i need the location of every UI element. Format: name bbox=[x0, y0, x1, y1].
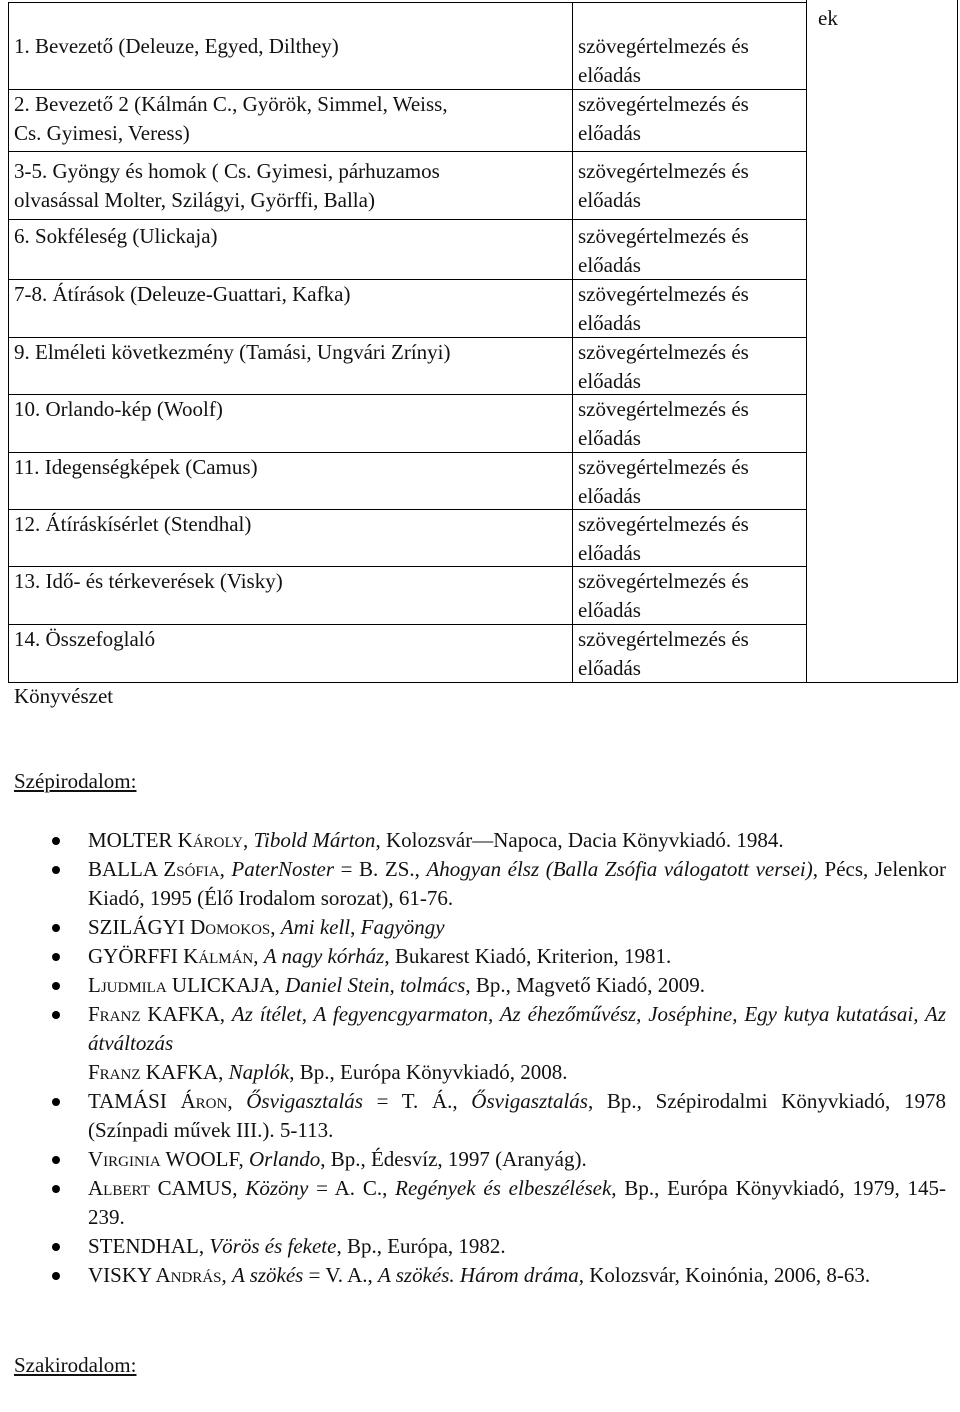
entry-title: Orlando bbox=[249, 1147, 321, 1171]
table-row-method bbox=[578, 395, 804, 453]
list-item bbox=[0, 1087, 960, 1145]
entry-title: Vörös és fekete bbox=[209, 1234, 337, 1258]
table-row-topic: 6. Sokféleség (Ulickaja) bbox=[14, 224, 218, 248]
method-line: előadás bbox=[578, 253, 641, 277]
table-row-method bbox=[578, 32, 804, 90]
table-row-method bbox=[578, 90, 804, 148]
table-row-method bbox=[578, 625, 804, 683]
table-border-right bbox=[957, 0, 958, 683]
method-line: előadás bbox=[578, 121, 641, 145]
table-row-topic: 12. Átíráskísérlet (Stendhal) bbox=[14, 512, 252, 536]
list-item bbox=[0, 855, 960, 913]
row-separator bbox=[8, 151, 806, 152]
list-item bbox=[0, 826, 960, 855]
list-item bbox=[0, 913, 960, 942]
method-line: szövegértelmezés és bbox=[578, 340, 749, 364]
entry-details: , Bp., Szépirodalmi Könyvkiadó, 1978 (Színpadi művek III.). 5-113. bbox=[88, 1089, 946, 1142]
entry-details: , Bukarest Kiadó, Kriterion, 1981. bbox=[384, 944, 672, 968]
method-line: előadás bbox=[578, 311, 641, 335]
bullet-icon bbox=[52, 866, 60, 874]
entry-title: Regények és elbeszélések bbox=[395, 1176, 612, 1200]
method-line: előadás bbox=[578, 369, 641, 393]
row-separator bbox=[8, 219, 806, 220]
method-line: szövegértelmezés és bbox=[578, 282, 749, 306]
table-row-method bbox=[578, 510, 804, 568]
method-line: szövegértelmezés és bbox=[578, 34, 749, 58]
method-line: szövegértelmezés és bbox=[578, 512, 749, 536]
bullet-icon bbox=[52, 982, 60, 990]
bullet-icon bbox=[52, 1011, 60, 1019]
fiction-list bbox=[0, 826, 960, 1290]
topic-line: Cs. Gyimesi, Veress) bbox=[14, 121, 190, 145]
entry-author: Virginia WOOLF, bbox=[88, 1147, 250, 1171]
table-row-method bbox=[578, 567, 804, 625]
entry-author: Franz KAFKA, bbox=[88, 1060, 229, 1084]
entry-title: Ősvigasztalás bbox=[246, 1089, 363, 1113]
table-row-topic: 14. Összefoglaló bbox=[14, 627, 156, 651]
table-row-method bbox=[578, 280, 804, 338]
table-row-topic: 13. Idő- és térkeverések (Visky) bbox=[14, 569, 283, 593]
entry-author: BALLA Zsófia, bbox=[88, 857, 232, 881]
table-row-topic: 7-8. Átírások (Deleuze-Guattari, Kafka) bbox=[14, 282, 351, 306]
entry-details: , Bp., Európa Könyvkiadó, 1979, 145-239. bbox=[88, 1176, 947, 1229]
bullet-icon bbox=[52, 953, 60, 961]
table-row-topic: 1. Bevezető (Deleuze, Egyed, Dilthey) bbox=[14, 34, 339, 58]
entry-title: A nagy kórház bbox=[263, 944, 385, 968]
bullet-icon bbox=[52, 1156, 60, 1164]
list-item bbox=[0, 971, 960, 1000]
entry-title: Ősvigasztalás bbox=[471, 1089, 588, 1113]
secondary-literature-heading: Szakirodalom: bbox=[14, 1353, 137, 1377]
table-border-left bbox=[8, 2, 9, 683]
entry-details: , Bp., Magvető Kiadó, 2009. bbox=[465, 973, 706, 997]
method-line: szövegértelmezés és bbox=[578, 397, 749, 421]
entry-title: Fagyöngy bbox=[360, 915, 445, 939]
entry-author: VISKY András, bbox=[88, 1263, 232, 1287]
method-line: előadás bbox=[578, 188, 641, 212]
table-row-topic bbox=[14, 90, 574, 148]
method-line: előadás bbox=[578, 484, 641, 508]
entry-details: = B. ZS., bbox=[334, 857, 427, 881]
bullet-icon bbox=[52, 1185, 60, 1193]
entry-author: STENDHAL, bbox=[88, 1234, 210, 1258]
entry-details: = V. A., bbox=[303, 1263, 379, 1287]
entry-details: , Bp., Európa Könyvkiadó, 2008. bbox=[289, 1060, 568, 1084]
entry-title: Ami kell bbox=[280, 915, 351, 939]
method-line: előadás bbox=[578, 426, 641, 450]
topic-line: 3-5. Gyöngy és homok ( Cs. Gyimesi, párhuzamos bbox=[14, 159, 440, 183]
entry-title: Közöny bbox=[245, 1176, 309, 1200]
method-line: előadás bbox=[578, 598, 641, 622]
list-item bbox=[0, 942, 960, 971]
bullet-icon bbox=[52, 837, 60, 845]
method-line: előadás bbox=[578, 656, 641, 680]
table-border-bottom bbox=[8, 682, 958, 683]
entry-author: MOLTER Károly, bbox=[88, 828, 254, 852]
entry-details: , Kolozsvár, Koinónia, 2006, 8-63. bbox=[578, 1263, 871, 1287]
method-line: szövegértelmezés és bbox=[578, 455, 749, 479]
method-line: szövegértelmezés és bbox=[578, 92, 749, 116]
bullet-icon bbox=[52, 1243, 60, 1251]
table-row-topic: 10. Orlando-kép (Woolf) bbox=[14, 397, 223, 421]
list-item bbox=[0, 1232, 960, 1261]
bullet-icon bbox=[52, 1272, 60, 1280]
entry-author: TAMÁSI Áron, bbox=[88, 1089, 247, 1113]
table-row-topic: 11. Idegenségképek (Camus) bbox=[14, 455, 258, 479]
list-item bbox=[0, 1261, 960, 1290]
entry-title: A szökés bbox=[232, 1263, 304, 1287]
topic-line: olvasással Molter, Szilágyi, Györffi, Balla) bbox=[14, 188, 375, 212]
bibliography-heading: Könyvészet bbox=[14, 684, 114, 708]
table-row-method bbox=[578, 222, 804, 280]
table-border-top bbox=[8, 2, 806, 3]
table-row-method bbox=[578, 157, 804, 215]
table-row-topic bbox=[14, 157, 574, 215]
entry-details: , bbox=[350, 915, 361, 939]
entry-title: PaterNoster bbox=[231, 857, 335, 881]
entry-author: Ljudmila ULICKAJA, bbox=[88, 973, 286, 997]
method-line: előadás bbox=[578, 63, 641, 87]
list-item bbox=[0, 1000, 960, 1087]
method-line: szövegértelmezés és bbox=[578, 569, 749, 593]
table-row-topic: 9. Elméleti következmény (Tamási, Ungvári Zrínyi) bbox=[14, 340, 451, 364]
method-line: szövegértelmezés és bbox=[578, 224, 749, 248]
entry-author: GYÖRFFI Kálmán, bbox=[88, 944, 264, 968]
entry-details: , Pécs, Jelenkor Kiadó, 1995 (Élő Irodalom sorozat), 61-76. bbox=[88, 857, 947, 910]
entry-title: A szökés. Három dráma bbox=[378, 1263, 579, 1287]
entry-author: Albert CAMUS, bbox=[88, 1176, 246, 1200]
fiction-heading: Szépirodalom: bbox=[14, 769, 137, 793]
entry-details: = A. C., bbox=[308, 1176, 396, 1200]
method-line: szövegértelmezés és bbox=[578, 159, 749, 183]
method-line: szövegértelmezés és bbox=[578, 627, 749, 651]
entry-author: Franz KAFKA, bbox=[88, 1002, 232, 1026]
entry-title: Tibold Márton bbox=[253, 828, 376, 852]
list-item bbox=[0, 1174, 960, 1232]
entry-title: Ahogyan élsz (Balla Zsófia válogatott versei) bbox=[426, 857, 813, 881]
entry-title: Daniel Stein, tolmács bbox=[285, 973, 466, 997]
table-divider-col bbox=[806, 0, 807, 683]
bullet-icon bbox=[52, 924, 60, 932]
entry-author: SZILÁGYI Domokos, bbox=[88, 915, 281, 939]
bullet-icon bbox=[52, 1098, 60, 1106]
list-item bbox=[0, 1145, 960, 1174]
entry-details: = T. Á., bbox=[362, 1089, 472, 1113]
table-row-method bbox=[578, 453, 804, 511]
entry-title: Naplók bbox=[228, 1060, 290, 1084]
entry-details: , Bp., Európa, 1982. bbox=[336, 1234, 506, 1258]
entry-details: , Bp., Édesvíz, 1997 (Aranyág). bbox=[320, 1147, 587, 1171]
header-cell-ek: ek bbox=[818, 6, 838, 30]
topic-line: 2. Bevezető 2 (Kálmán C., Györök, Simmel, Weiss, bbox=[14, 92, 448, 116]
table-row-method bbox=[578, 338, 804, 396]
entry-details: , Kolozsvár—Napoca, Dacia Könyvkiadó. 1984. bbox=[375, 828, 784, 852]
entry-title: Az ítélet, A fegyencgyarmaton, Az éhezőművész, Joséphine, Egy kutya kutatásai, Az átváltozás bbox=[88, 1002, 946, 1055]
method-line: előadás bbox=[578, 541, 641, 565]
